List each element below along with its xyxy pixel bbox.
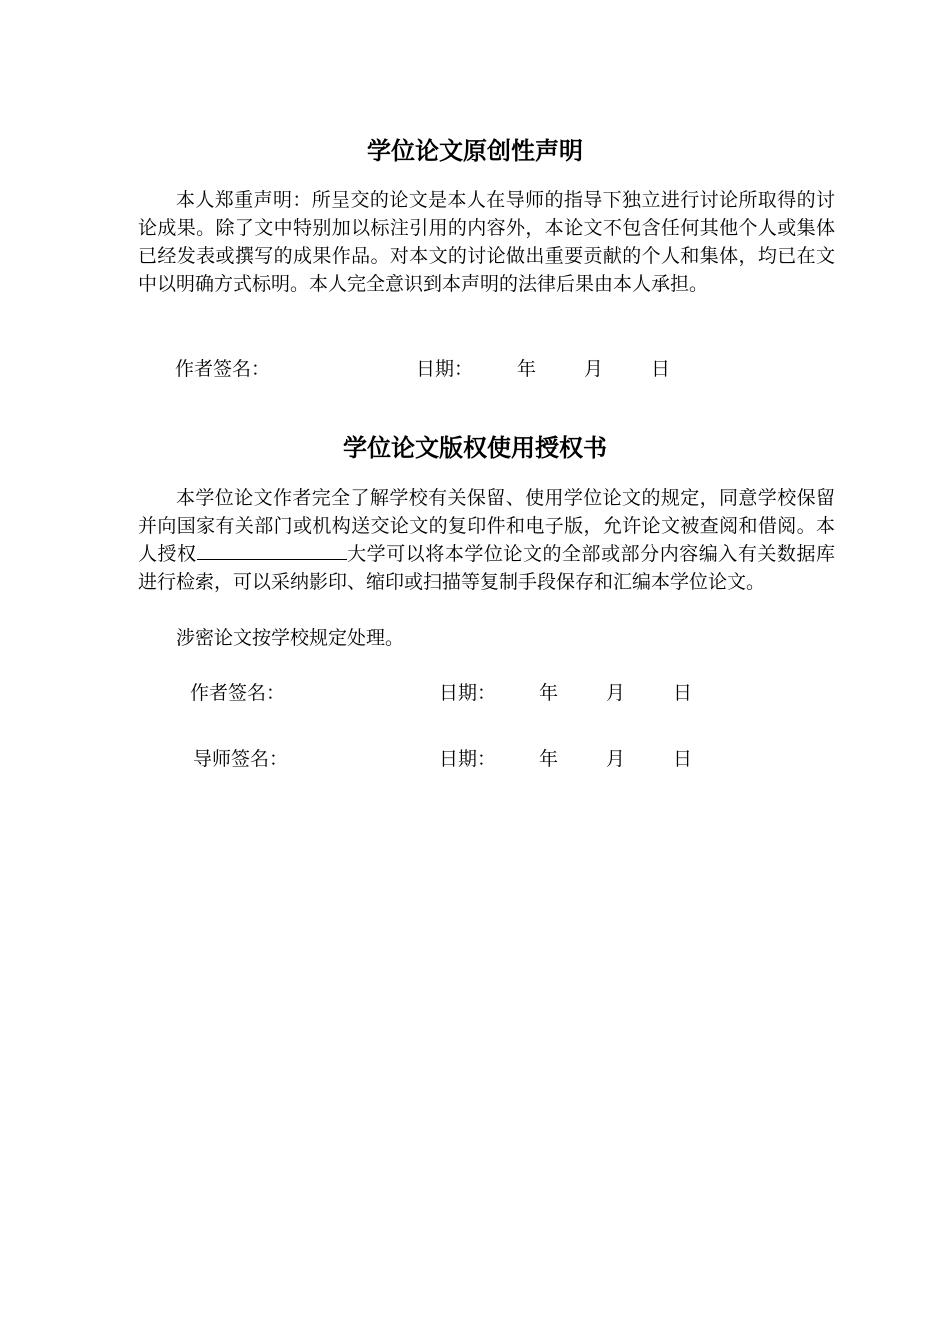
declaration-signature-row: [0, 355, 950, 383]
year-label: 年: [539, 748, 559, 770]
classified-thesis-note: 涉密论文按学校规定处理。: [176, 627, 405, 649]
day-label: 日: [673, 748, 693, 770]
originality-declaration-title: 学位论文原创性声明: [367, 137, 583, 165]
date-label: 日期：: [439, 748, 497, 770]
authorization-body-part1: 本学位论文作者完全了解学校有关保留、使用学位论文的规定，同意学校保留并向国家有关部门或机构送交论文的复印件和电子版，允许论文被查阅和借阅。本人授权: [138, 487, 835, 565]
author-signature-label: 作者签名：: [190, 682, 286, 704]
date-label: 日期：: [439, 682, 497, 704]
university-name-blank: [197, 541, 347, 560]
day-label: 日: [651, 358, 671, 380]
month-label: 月: [606, 748, 626, 770]
author-signature-row: [0, 679, 950, 707]
copyright-authorization-title: 学位论文版权使用授权书: [343, 434, 607, 462]
copyright-authorization-body: [138, 484, 835, 596]
month-label: 月: [606, 682, 626, 704]
year-label: 年: [517, 358, 537, 380]
author-signature-label: 作者签名：: [175, 358, 271, 380]
originality-declaration-body: 本人郑重声明：所呈交的论文是本人在导师的指导下独立进行讨论所取得的讨论成果。除了文中特别加以标注引用的内容外，本论文不包含任何其他个人或集体已经发表或撰写的成果作品。对本文的讨论做出重要贡献的个人和集体，均已在文中以明确方式标明。本人完全意识到本声明的法律后果由本人承担。: [138, 189, 835, 295]
day-label: 日: [673, 682, 693, 704]
year-label: 年: [539, 682, 559, 704]
advisor-signature-row: [0, 745, 950, 773]
month-label: 月: [584, 358, 604, 380]
date-label: 日期：: [416, 358, 474, 380]
authorization-body-part2: 大学可以将本学位论文的全部或部分内容编入有关数据库进行检索，可以采纳影印、缩印或扫描等复制手段保存和汇编本学位论文。: [138, 543, 835, 593]
advisor-signature-label: 导师签名：: [193, 748, 289, 770]
